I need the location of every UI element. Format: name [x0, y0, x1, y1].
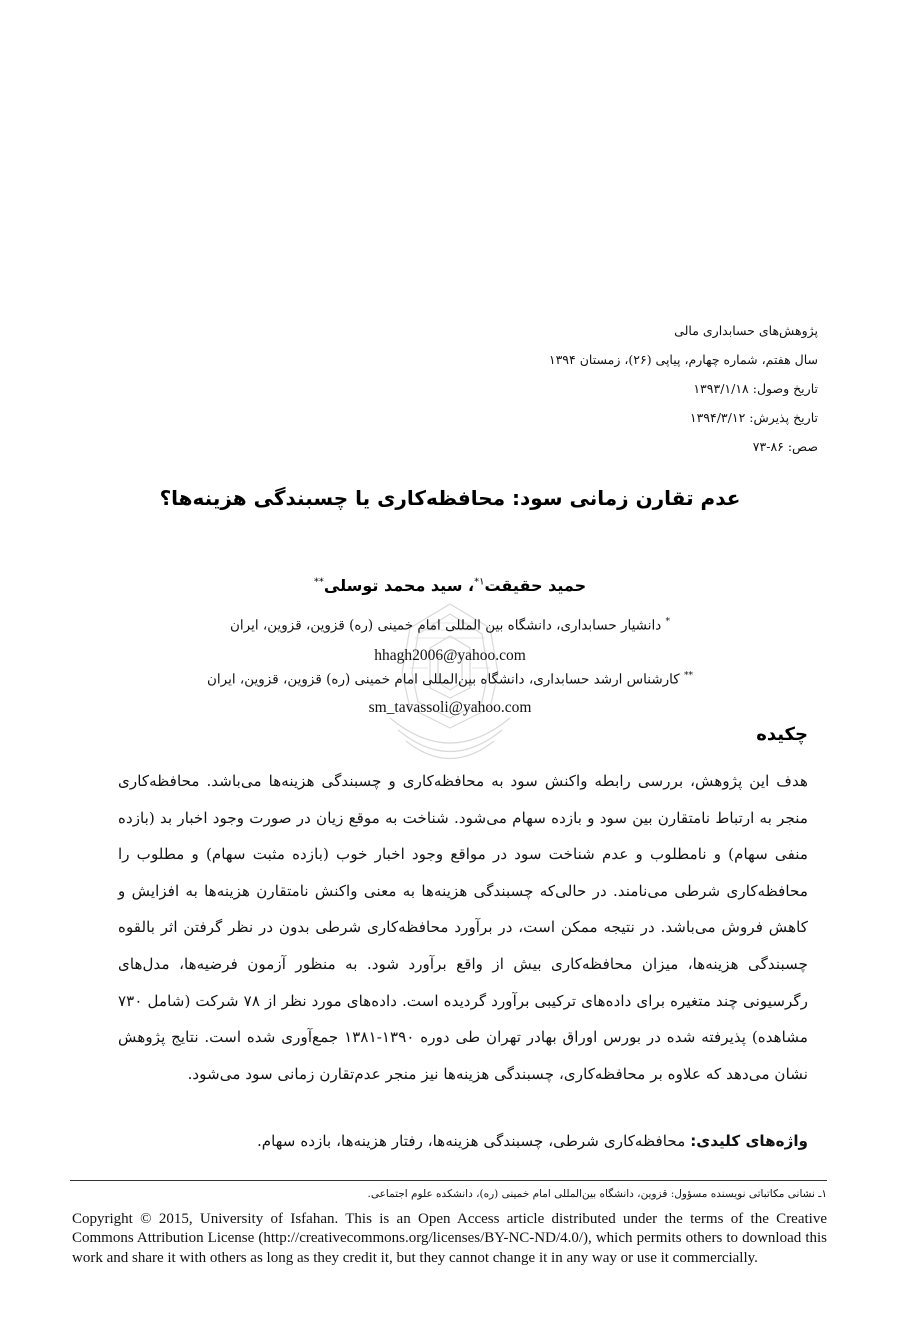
author-footnote-mark: ۱* — [474, 576, 485, 588]
author-footnote-mark: ** — [313, 576, 324, 588]
paper-title: عدم تقارن زمانی سود: محافظه‌کاری یا چسبندگی هزینه‌ها؟ — [159, 486, 741, 510]
affiliation-2 — [0, 671, 900, 688]
journal-header — [418, 316, 818, 461]
author-separator: ، — [462, 576, 475, 595]
affiliation-text: کارشناس ارشد حسابداری، دانشگاه بین‌المللی امام خمینی (ره) قزوین، قزوین، ایران — [206, 671, 680, 688]
received-date: تاریخ وصول: ۱۳۹۳/۱/۱۸ — [693, 381, 818, 396]
affiliation-mark: * — [665, 617, 671, 627]
abstract-body: هدف این پژوهش، بررسی رابطه واکنش سود به محافظه‌کاری و چسبندگی هزینه‌ها می‌باشد. محافظه‌کاری منجر به ارتباط نامتقارن بین سود و بازده سهام می‌شود. شناخت به موقع زیان در صورت وجود اخبار بد (بازده منفی سهام) و نامطلوب و عدم شناخت سود در مواقع وجود اخبار خوب (بازده مثبت سهام) و مطلوب را محافظه‌کاری شرطی می‌نامند. در حالی‌که چسبندگی هزینه‌ها به معنی واکنش نامتقارن هزینه‌ها به افزایش و کاهش فروش می‌باشد. در نتیجه ممکن است، در برآورد محافظه‌کاری شرطی بدون در نظر گرفتن اثر بالقوه چسبندگی هزینه‌ها، میزان محافظه‌کاری بیش از واقع برآورد شود. به منظور آزمون فرضیه‌ها، مدل‌های رگرسیونی چند متغیره برای داده‌های ترکیبی برآورد گردیده است. داده‌های مورد نظر از ۷۸ شرکت (شامل ۷۳۰ مشاهده) پذیرفته شده در بورس اوراق بهادر تهران طی دوره ۱۳۹۰-۱۳۸۱ جمع‌آوری شده است. نتایج پژوهش نشان می‌دهد که علاوه بر محافظه‌کاری، چسبندگی هزینه‌ها نیز منجر عدم‌تقارن زمانی سود می‌شود. — [118, 772, 808, 1083]
accepted-date: تاریخ پذیرش: ۱۳۹۴/۳/۱۲ — [689, 410, 818, 425]
author-name: سید محمد توسلی — [323, 576, 463, 595]
journal-issue: سال هفتم، شماره چهارم، پیاپی (۲۶)، زمستان ۱۳۹۴ — [548, 352, 818, 367]
copyright-notice: Copyright © 2015, University of Isfahan. This is an Open Access article distributed under the terms of the Creative Commons Attribution License (http://creativecommons.org/licenses/BY-NC-ND/4.0/), which permits others to download this work and share it with others as long as they credit it, but they cannot change it in any way or use it commercially. — [72, 1211, 827, 1266]
keywords-text: محافظه‌کاری شرطی، چسبندگی هزینه‌ها، رفتار هزینه‌ها، بازده سهام. — [256, 1132, 691, 1150]
footnote: ۱ـ نشانی مکاتباتی نویسنده مسؤول: قزوین، دانشگاه بین‌المللی امام خمینی (ره)، دانشکده علوم اجتماعی. — [367, 1188, 827, 1200]
abstract-heading: چکیده — [756, 724, 808, 745]
affiliation-1 — [0, 617, 900, 634]
author-email-1[interactable]: hhagh2006@yahoo.com — [374, 647, 526, 664]
author-name: حمید حقیقت — [484, 576, 587, 595]
affiliation-text: دانشیار حسابداری، دانشگاه بین المللی امام خمینی (ره) قزوین، قزوین، ایران — [229, 617, 662, 634]
footnote-divider — [70, 1180, 827, 1181]
keywords — [118, 1126, 808, 1156]
author-email-2[interactable]: sm_tavassoli@yahoo.com — [368, 699, 532, 716]
keywords-label: واژه‌های کلیدی: — [690, 1132, 808, 1150]
journal-name: پژوهش‌های حسابداری مالی — [674, 323, 818, 338]
page-range: صص: ۸۶-۷۳ — [752, 439, 818, 454]
affiliation-mark: ** — [684, 671, 693, 681]
authors — [0, 576, 900, 595]
